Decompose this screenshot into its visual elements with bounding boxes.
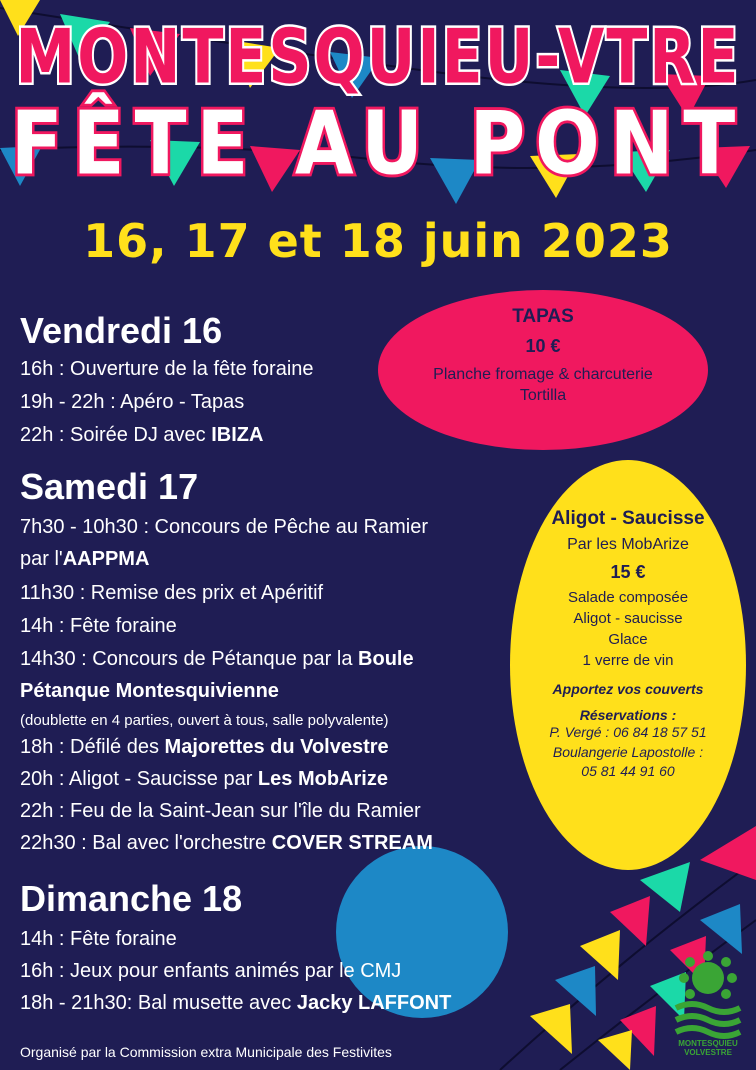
aligot-bubble	[510, 460, 746, 870]
tapas-title: TAPAS	[512, 306, 574, 327]
sunday-heading: Dimanche 18	[20, 878, 243, 919]
tapas-bubble	[378, 290, 708, 450]
saturday-line-1: 7h30 - 10h30 : Concours de Pêche au Ramier	[20, 516, 429, 538]
sunday-line-3: 18h - 21h30: Bal musette avec Jacky LAFFONT	[20, 992, 452, 1014]
event-title: FÊTE AU PONT	[10, 91, 746, 195]
saturday-line-7: (doublette en 4 parties, ouvert à tous, salle polyvalente)	[20, 712, 389, 729]
saturday-line-8: 18h : Défilé des Majorettes du Volvestre	[20, 736, 389, 758]
reservations-details: P. Vergé : 06 84 18 57 51 Boulangerie Lapostolle : 05 81 44 91 60	[549, 724, 707, 780]
aligot-subtitle: Par les MobArize	[567, 536, 689, 553]
saturday-line-10: 22h : Feu de la Saint-Jean sur l'île du Ramier	[20, 800, 421, 822]
saturday-line-6: Pétanque Montesquivienne	[20, 680, 279, 702]
tapas-description: Planche fromage & charcuterie Tortilla	[433, 366, 653, 404]
saturday-line-2: par l'AAPPMA	[20, 548, 150, 570]
saturday-heading: Samedi 17	[20, 466, 199, 507]
saturday-line-3: 11h30 : Remise des prix et Apéritif	[20, 582, 324, 604]
friday-line-3: 22h : Soirée DJ avec IBIZA	[20, 424, 264, 446]
aligot-menu: Salade composée Aligot - saucisse Glace 1 verre de vin	[567, 589, 689, 669]
sunday-line-1: 14h : Fête foraine	[20, 928, 177, 950]
saturday-line-11: 22h30 : Bal avec l'orchestre COVER STREAM	[20, 832, 433, 854]
sunday-line-2: 16h : Jeux pour enfants animés par le CMJ	[20, 960, 402, 982]
aligot-price: 15 €	[610, 562, 646, 582]
reservations-heading: Réservations :	[579, 707, 677, 723]
friday-heading: Vendredi 16	[20, 310, 223, 351]
event-dates: 16, 17 et 18 juin 2023	[83, 214, 673, 268]
tapas-price: 10 €	[525, 336, 561, 356]
organizer-footer: Organisé par la Commission extra Municipale des Festivites	[20, 1044, 392, 1060]
saturday-line-9: 20h : Aligot - Saucisse par Les MobArize	[20, 768, 388, 790]
friday-line-1: 16h : Ouverture de la fête foraine	[20, 358, 314, 380]
saturday-line-5: 14h30 : Concours de Pétanque par la Boule	[20, 648, 414, 670]
logo-caption: MONTESQUIEU VOLVESTRE	[678, 1039, 738, 1057]
aligot-couverts: Apportez vos couverts	[552, 681, 704, 697]
aligot-title: Aligot - Saucisse	[551, 508, 705, 529]
saturday-line-4: 14h : Fête foraine	[20, 615, 177, 637]
town-title: MONTESQUIEU-VTRE	[15, 13, 741, 102]
friday-line-2: 19h - 22h : Apéro - Tapas	[20, 391, 245, 413]
